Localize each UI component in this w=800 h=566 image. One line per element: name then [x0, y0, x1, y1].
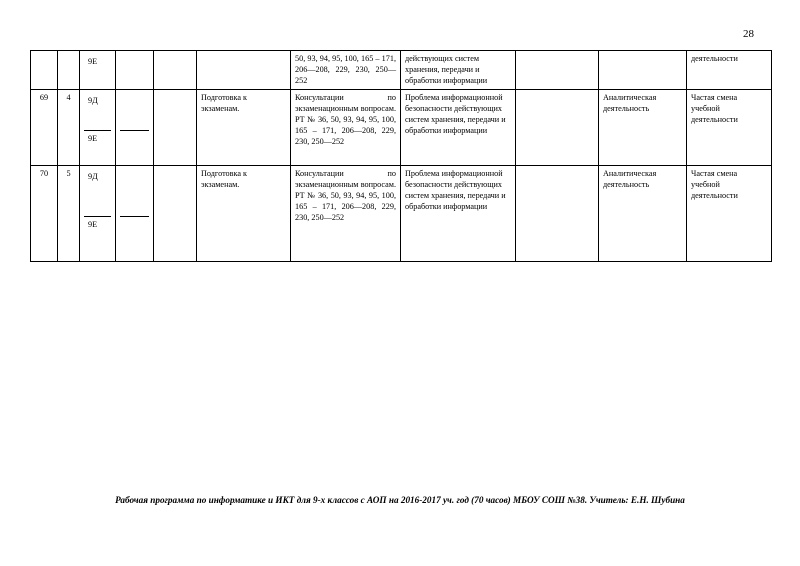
class-cell: [80, 51, 116, 90]
topic-cell: Консультации по экзаменационным вопросам. РТ № 36, 50, 93, 94, 95, 100, 165 – 171, 206—208, 229, 230, 250—252: [291, 90, 401, 166]
row-order: [58, 51, 80, 90]
class-cell: [80, 166, 116, 262]
col5-cell: [154, 166, 197, 262]
col9-cell: [516, 51, 599, 90]
page-number: 28: [743, 28, 754, 40]
content-cell: Проблема информационной безопасности действующих систем хранения, передачи и обработки информации: [401, 166, 516, 262]
schedule-table: [30, 50, 772, 262]
note-cell: Частая смена учебной деятельности: [687, 90, 772, 166]
row-number: 70: [31, 166, 58, 262]
class-label-top: 9Д: [84, 169, 111, 217]
content-cell: действующих систем хранения, передачи и обработки информации: [401, 51, 516, 90]
class-label-bottom: 9Е: [88, 57, 98, 66]
content-cell: Проблема информационной безопасности действующих систем хранения, передачи и обработки информации: [401, 90, 516, 166]
row-number: [31, 51, 58, 90]
table-row: [31, 90, 772, 166]
note-cell: Частая смена учебной деятельности: [687, 166, 772, 262]
col4-cell: [116, 166, 154, 262]
class-cell: [80, 90, 116, 166]
topic-cell: Консультации по экзаменационным вопросам. РТ № 36, 50, 93, 94, 95, 100, 165 – 171, 206—208, 229, 230, 250—252: [291, 166, 401, 262]
col4-cell: [116, 90, 154, 166]
prep-cell: [197, 51, 291, 90]
activity-cell: Аналитическая деятельность: [599, 166, 687, 262]
prep-cell: Подготовка к экзаменам.: [197, 166, 291, 262]
col4-bottom: [120, 217, 149, 223]
row-number: 69: [31, 90, 58, 166]
class-label-bottom: 9Е: [88, 220, 98, 230]
activity-cell: Аналитическая деятельность: [599, 90, 687, 166]
page-footer: Рабочая программа по информатике и ИКТ для 9-х классов с АОП на 2016-2017 уч. год (70 часов) МБОУ СОШ №38. Учитель: Е.Н. Шубина: [115, 495, 685, 505]
col5-cell: [154, 90, 197, 166]
prep-cell: Подготовка к экзаменам.: [197, 90, 291, 166]
col9-cell: [516, 90, 599, 166]
col4-cell: [116, 51, 154, 90]
activity-cell: [599, 51, 687, 90]
col5-cell: [154, 51, 197, 90]
col9-cell: [516, 166, 599, 262]
row-order: 5: [58, 166, 80, 262]
table-row: [31, 166, 772, 262]
class-label-bottom: 9Е: [88, 134, 98, 144]
col4-top: [120, 93, 149, 131]
row-order: 4: [58, 90, 80, 166]
col4-bottom: [120, 131, 149, 137]
class-label-top: 9Д: [84, 93, 111, 131]
note-cell: деятельности: [687, 51, 772, 90]
table-row: [31, 51, 772, 90]
col4-top: [120, 169, 149, 217]
topic-cell: 50, 93, 94, 95, 100, 165 – 171, 206—208, 229, 230, 250—252: [291, 51, 401, 90]
